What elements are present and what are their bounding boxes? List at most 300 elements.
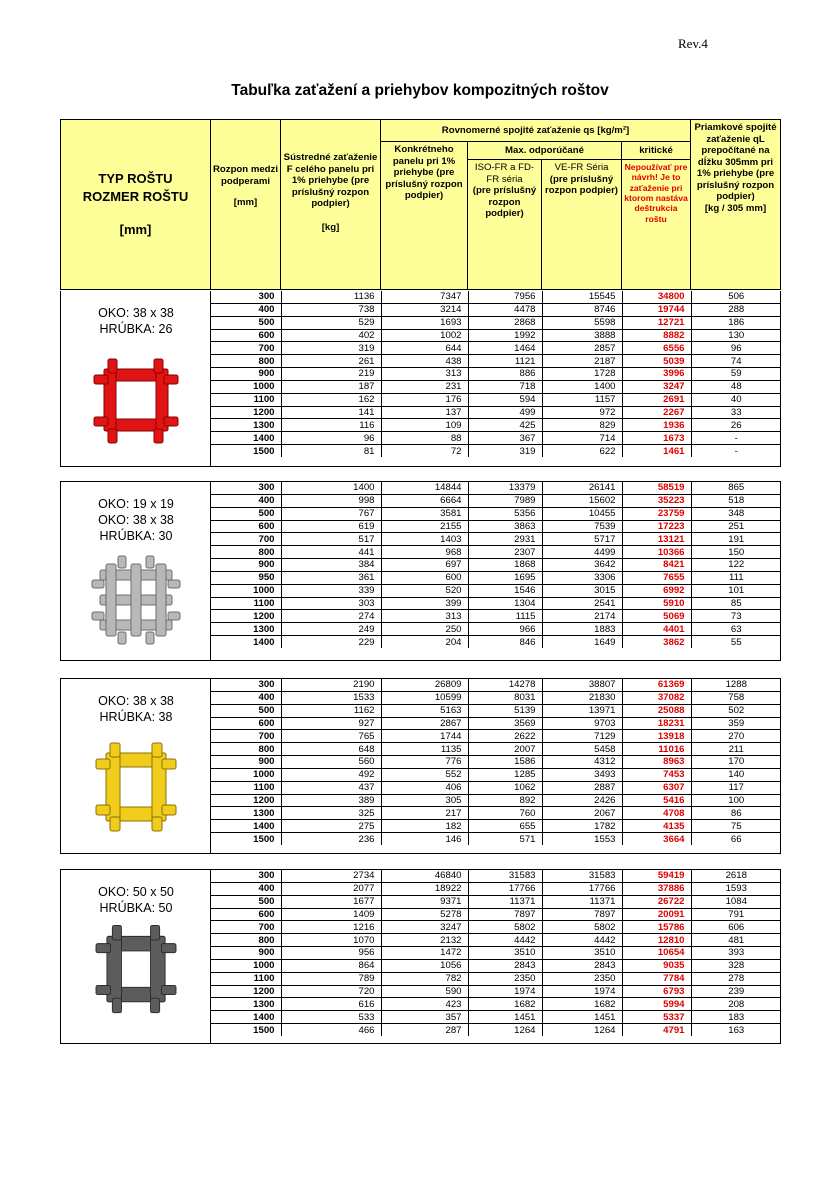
cell-ve-fr: 1553 xyxy=(542,833,622,845)
cell-sustredne: 339 xyxy=(281,584,381,597)
header-sustredne xyxy=(281,120,381,290)
cell-iso-fr: 1682 xyxy=(468,998,542,1011)
cell-ve-fr: 17766 xyxy=(542,882,622,895)
cell-sustredne: 187 xyxy=(281,380,381,393)
cell-konkretneho: 18922 xyxy=(381,882,468,895)
table-row xyxy=(211,743,781,756)
table-row xyxy=(211,546,781,559)
cell-priamkove: 73 xyxy=(691,610,781,623)
cell-sustredne: 441 xyxy=(281,546,381,559)
cell-iso-fr: 760 xyxy=(468,807,542,820)
header-ve-b: (pre príslušný rozpon podpier) xyxy=(544,173,618,196)
cell-iso-fr: 13379 xyxy=(468,482,542,494)
header-rozmer: ROZMER ROŠTU xyxy=(82,188,189,204)
cell-iso-fr: 3569 xyxy=(468,717,542,730)
cell-kriticke: 3247 xyxy=(622,380,691,393)
cell-konkretneho: 305 xyxy=(381,794,468,807)
cell-kriticke: 5416 xyxy=(622,794,691,807)
cell-rozpon: 300 xyxy=(211,291,281,303)
cell-rozpon: 300 xyxy=(211,482,281,494)
cell-ve-fr: 829 xyxy=(542,419,622,432)
revision-label: Rev.4 xyxy=(678,36,708,51)
cell-kriticke: 25088 xyxy=(622,704,691,717)
cell-konkretneho: 2155 xyxy=(381,520,468,533)
cell-rozpon: 400 xyxy=(211,882,281,895)
cell-ve-fr: 1649 xyxy=(542,636,622,648)
cell-rozpon: 900 xyxy=(211,559,281,572)
cell-ve-fr: 4312 xyxy=(542,756,622,769)
header-priamkove-unit: [kg / 305 mm] xyxy=(704,202,767,214)
cell-ve-fr: 11371 xyxy=(542,895,622,908)
cell-kriticke: 4708 xyxy=(622,807,691,820)
cell-sustredne: 2077 xyxy=(281,882,381,895)
cell-ve-fr: 3510 xyxy=(542,947,622,960)
header-kriticke-note: Nepoužívať pre návrh! Je to zaťaženie pri ktorom nastáva deštrukcia roštu xyxy=(622,160,691,290)
table-row xyxy=(211,781,781,794)
cell-rozpon: 1100 xyxy=(211,781,281,794)
cell-ve-fr: 1264 xyxy=(542,1024,622,1036)
cell-kriticke: 4401 xyxy=(622,623,691,636)
cell-ve-fr: 972 xyxy=(542,406,622,419)
cell-kriticke: 7453 xyxy=(622,768,691,781)
cell-sustredne: 402 xyxy=(281,329,381,342)
cell-sustredne: 325 xyxy=(281,807,381,820)
table-header xyxy=(60,119,781,290)
cell-sustredne: 361 xyxy=(281,571,381,584)
cell-ve-fr: 714 xyxy=(542,432,622,445)
cell-konkretneho: 7347 xyxy=(381,291,468,303)
page-title: Tabuľka zaťažení a priehybov kompozitných roštov xyxy=(231,82,609,99)
cell-kriticke: 5337 xyxy=(622,1011,691,1024)
data-table xyxy=(211,870,781,1036)
cell-konkretneho: 88 xyxy=(381,432,468,445)
cell-rozpon: 1400 xyxy=(211,432,281,445)
cell-rozpon: 1100 xyxy=(211,597,281,610)
cell-priamkove: 1288 xyxy=(691,679,781,691)
cell-ve-fr: 31583 xyxy=(542,870,622,882)
cell-iso-fr: 718 xyxy=(468,380,542,393)
cell-kriticke: 15786 xyxy=(622,921,691,934)
cell-konkretneho: 231 xyxy=(381,380,468,393)
cell-iso-fr: 1285 xyxy=(468,768,542,781)
cell-priamkove: 359 xyxy=(691,717,781,730)
cell-sustredne: 720 xyxy=(281,985,381,998)
cell-konkretneho: 137 xyxy=(381,406,468,419)
cell-konkretneho: 3581 xyxy=(381,507,468,520)
header-rozpon-unit: [mm] xyxy=(233,197,258,208)
table-row xyxy=(211,520,781,533)
cell-kriticke: 3996 xyxy=(622,368,691,381)
cell-iso-fr: 2622 xyxy=(468,730,542,743)
cell-priamkove: 111 xyxy=(691,571,781,584)
cell-rozpon: 1300 xyxy=(211,807,281,820)
cell-sustredne: 765 xyxy=(281,730,381,743)
cell-konkretneho: 14844 xyxy=(381,482,468,494)
cell-priamkove: 2618 xyxy=(691,870,781,882)
cell-ve-fr: 3306 xyxy=(542,571,622,584)
cell-ve-fr: 3888 xyxy=(542,329,622,342)
table-row xyxy=(211,833,781,845)
cell-kriticke: 8421 xyxy=(622,559,691,572)
cell-kriticke: 34800 xyxy=(622,291,691,303)
cell-kriticke: 13918 xyxy=(622,730,691,743)
cell-sustredne: 789 xyxy=(281,972,381,985)
cell-ve-fr: 1974 xyxy=(542,985,622,998)
header-kriticke: kritické xyxy=(622,142,691,160)
cell-kriticke: 37082 xyxy=(622,691,691,704)
cell-konkretneho: 357 xyxy=(381,1011,468,1024)
cell-konkretneho: 287 xyxy=(381,1024,468,1036)
cell-iso-fr: 1115 xyxy=(468,610,542,623)
cell-rozpon: 700 xyxy=(211,730,281,743)
cell-iso-fr: 7989 xyxy=(468,494,542,507)
cell-iso-fr: 1451 xyxy=(468,1011,542,1024)
cell-konkretneho: 6664 xyxy=(381,494,468,507)
cell-priamkove: 502 xyxy=(691,704,781,717)
table-row xyxy=(211,1024,781,1036)
cell-ve-fr: 622 xyxy=(542,445,622,457)
cell-iso-fr: 11371 xyxy=(468,895,542,908)
table-row xyxy=(211,768,781,781)
cell-priamkove: 278 xyxy=(691,972,781,985)
cell-ve-fr: 5802 xyxy=(542,921,622,934)
table-row xyxy=(211,704,781,717)
cell-sustredne: 1409 xyxy=(281,908,381,921)
cell-rozpon: 1200 xyxy=(211,794,281,807)
cell-sustredne: 81 xyxy=(281,445,381,457)
cell-sustredne: 437 xyxy=(281,781,381,794)
grating-label-line: OKO: 38 x 38 xyxy=(98,306,174,320)
cell-rozpon: 600 xyxy=(211,520,281,533)
cell-sustredne: 1162 xyxy=(281,704,381,717)
cell-ve-fr: 3642 xyxy=(542,559,622,572)
table-row xyxy=(211,794,781,807)
gray-grating-icon xyxy=(86,550,186,650)
cell-konkretneho: 2132 xyxy=(381,934,468,947)
cell-kriticke: 1936 xyxy=(622,419,691,432)
cell-ve-fr: 5458 xyxy=(542,743,622,756)
table-row xyxy=(211,303,781,316)
cell-rozpon: 1500 xyxy=(211,445,281,457)
cell-priamkove: 59 xyxy=(691,368,781,381)
cell-rozpon: 1000 xyxy=(211,584,281,597)
cell-sustredne: 466 xyxy=(281,1024,381,1036)
cell-sustredne: 236 xyxy=(281,833,381,845)
cell-sustredne: 767 xyxy=(281,507,381,520)
cell-konkretneho: 776 xyxy=(381,756,468,769)
cell-iso-fr: 319 xyxy=(468,445,542,457)
table-row xyxy=(211,756,781,769)
cell-ve-fr: 3015 xyxy=(542,584,622,597)
cell-priamkove: 328 xyxy=(691,959,781,972)
cell-ve-fr: 7539 xyxy=(542,520,622,533)
cell-sustredne: 1136 xyxy=(281,291,381,303)
cell-rozpon: 900 xyxy=(211,947,281,960)
header-typ-unit: [mm] xyxy=(119,222,152,238)
table-row xyxy=(211,494,781,507)
cell-konkretneho: 313 xyxy=(381,610,468,623)
cell-priamkove: - xyxy=(691,432,781,445)
table-row xyxy=(211,870,781,882)
cell-ve-fr: 21830 xyxy=(542,691,622,704)
data-table xyxy=(211,482,781,648)
cell-konkretneho: 438 xyxy=(381,355,468,368)
cell-sustredne: 229 xyxy=(281,636,381,648)
cell-kriticke: 3664 xyxy=(622,833,691,845)
cell-priamkove: 288 xyxy=(691,303,781,316)
cell-priamkove: 150 xyxy=(691,546,781,559)
grating-label-line: HRÚBKA: 30 xyxy=(99,529,173,543)
cell-priamkove: 163 xyxy=(728,1024,745,1036)
cell-kriticke: 9035 xyxy=(622,959,691,972)
cell-sustredne: 927 xyxy=(281,717,381,730)
cell-kriticke: 13121 xyxy=(622,533,691,546)
cell-rozpon: 600 xyxy=(211,329,281,342)
cell-ve-fr: 2187 xyxy=(542,355,622,368)
cell-kriticke: 11016 xyxy=(622,743,691,756)
cell-konkretneho: 1135 xyxy=(381,743,468,756)
cell-iso-fr: 4478 xyxy=(468,303,542,316)
cell-sustredne: 274 xyxy=(281,610,381,623)
cell-sustredne: 384 xyxy=(281,559,381,572)
grating-block-38x38-38 xyxy=(60,678,781,854)
header-ve-a: VE-FR Séria xyxy=(554,162,609,173)
table-row xyxy=(211,559,781,572)
cell-kriticke: 19744 xyxy=(622,303,691,316)
cell-priamkove: 26 xyxy=(691,419,781,432)
cell-iso-fr: 1464 xyxy=(468,342,542,355)
grating-label-cell xyxy=(61,291,211,466)
cell-iso-fr: 1546 xyxy=(468,584,542,597)
cell-rozpon: 900 xyxy=(211,368,281,381)
cell-kriticke: 6556 xyxy=(622,342,691,355)
table-row xyxy=(211,533,781,546)
cell-konkretneho: 1744 xyxy=(381,730,468,743)
cell-rozpon: 400 xyxy=(211,691,281,704)
cell-ve-fr: 15545 xyxy=(542,291,622,303)
cell-konkretneho: 313 xyxy=(381,368,468,381)
cell-kriticke: 5910 xyxy=(622,597,691,610)
cell-ve-fr: 2887 xyxy=(542,781,622,794)
cell-rozpon: 1000 xyxy=(211,768,281,781)
table-row xyxy=(211,947,781,960)
data-table xyxy=(211,679,781,845)
header-priamkove-text: Priamkové spojité zaťaženie qL prepočítané na dĺžku 305mm pri 1% priehybe (pre príslušný rozpon podpier) xyxy=(694,122,777,202)
cell-konkretneho: 1472 xyxy=(381,947,468,960)
cell-priamkove: 270 xyxy=(691,730,781,743)
header-sustredne-unit: [kg] xyxy=(321,221,340,233)
cell-iso-fr: 2868 xyxy=(468,316,542,329)
table-row xyxy=(211,329,781,342)
cell-sustredne: 517 xyxy=(281,533,381,546)
cell-sustredne: 261 xyxy=(281,355,381,368)
cell-iso-fr: 594 xyxy=(468,393,542,406)
cell-konkretneho: 3214 xyxy=(381,303,468,316)
table-row xyxy=(211,882,781,895)
cell-konkretneho: 600 xyxy=(381,571,468,584)
cell-ve-fr: 7129 xyxy=(542,730,622,743)
table-row xyxy=(211,820,781,833)
cell-rozpon: 1200 xyxy=(211,610,281,623)
cell-iso-fr: 7897 xyxy=(468,908,542,921)
cell-iso-fr: 1264 xyxy=(468,1024,542,1036)
cell-iso-fr: 571 xyxy=(468,833,542,845)
cell-sustredne: 1533 xyxy=(281,691,381,704)
table-row xyxy=(211,908,781,921)
cell-priamkove: 117 xyxy=(691,781,781,794)
cell-kriticke: 17223 xyxy=(622,520,691,533)
cell-iso-fr: 367 xyxy=(468,432,542,445)
cell-konkretneho: 182 xyxy=(381,820,468,833)
cell-rozpon: 900 xyxy=(211,756,281,769)
grating-label-line: OKO: 50 x 50 xyxy=(98,885,174,899)
cell-iso-fr: 1695 xyxy=(468,571,542,584)
table-row xyxy=(211,972,781,985)
cell-kriticke: 18231 xyxy=(622,717,691,730)
cell-priamkove: 393 xyxy=(691,947,781,960)
cell-sustredne: 2734 xyxy=(281,870,381,882)
yellow-grating-icon xyxy=(86,737,186,837)
cell-iso-fr: 966 xyxy=(468,623,542,636)
cell-ve-fr: 4442 xyxy=(542,934,622,947)
cell-kriticke: 10366 xyxy=(622,546,691,559)
grating-label-line: OKO: 19 x 19 xyxy=(98,497,174,511)
table-row xyxy=(211,807,781,820)
table-row xyxy=(211,998,781,1011)
cell-rozpon: 1500 xyxy=(211,833,281,845)
cell-kriticke: 6793 xyxy=(622,985,691,998)
cell-rozpon: 500 xyxy=(211,704,281,717)
cell-konkretneho: 2867 xyxy=(381,717,468,730)
header-typ-rostu xyxy=(61,120,211,290)
cell-konkretneho: 3247 xyxy=(381,921,468,934)
cell-konkretneho: 1693 xyxy=(381,316,468,329)
table-row xyxy=(211,985,781,998)
cell-priamkove: 211 xyxy=(691,743,781,756)
grating-block-38x38-26 xyxy=(60,291,781,467)
cell-rozpon: 300 xyxy=(211,870,281,882)
cell-kriticke: 8963 xyxy=(622,756,691,769)
cell-iso-fr: 2007 xyxy=(468,743,542,756)
cell-rozpon: 1300 xyxy=(211,419,281,432)
cell-iso-fr: 2350 xyxy=(468,972,542,985)
cell-rozpon: 1500 xyxy=(211,1024,281,1036)
cell-sustredne: 141 xyxy=(281,406,381,419)
cell-ve-fr: 3493 xyxy=(542,768,622,781)
grating-label-cell xyxy=(61,870,211,1043)
cell-priamkove: 865 xyxy=(691,482,781,494)
cell-kriticke: 3862 xyxy=(622,636,691,648)
cell-konkretneho: 1002 xyxy=(381,329,468,342)
header-priamkove xyxy=(691,120,781,290)
cell-sustredne: 864 xyxy=(281,959,381,972)
cell-sustredne: 303 xyxy=(281,597,381,610)
cell-konkretneho: 250 xyxy=(381,623,468,636)
cell-priamkove: 96 xyxy=(691,342,781,355)
cell-konkretneho: 217 xyxy=(381,807,468,820)
cell-priamkove: 86 xyxy=(691,807,781,820)
cell-rozpon: 400 xyxy=(211,303,281,316)
cell-iso-fr: 14278 xyxy=(468,679,542,691)
header-rozpon xyxy=(211,120,281,290)
cell-kriticke: 7784 xyxy=(622,972,691,985)
cell-konkretneho: 590 xyxy=(381,985,468,998)
cell-iso-fr: 655 xyxy=(468,820,542,833)
cell-sustredne: 529 xyxy=(281,316,381,329)
table-row xyxy=(211,934,781,947)
cell-rozpon: 700 xyxy=(211,921,281,934)
cell-ve-fr: 2350 xyxy=(542,972,622,985)
cell-priamkove: 63 xyxy=(691,623,781,636)
cell-iso-fr: 2843 xyxy=(468,959,542,972)
cell-priamkove: 33 xyxy=(691,406,781,419)
cell-ve-fr: 1157 xyxy=(542,393,622,406)
cell-rozpon: 1100 xyxy=(211,972,281,985)
cell-kriticke: 1673 xyxy=(622,432,691,445)
cell-priamkove: 85 xyxy=(691,597,781,610)
header-iso-a: ISO-FR a FD-FR séria xyxy=(474,162,535,185)
grating-label-line: HRÚBKA: 38 xyxy=(99,710,173,724)
grating-label-cell xyxy=(61,482,211,660)
cell-iso-fr: 3510 xyxy=(468,947,542,960)
table-row xyxy=(211,623,781,636)
table-row xyxy=(211,636,781,648)
table-row xyxy=(211,959,781,972)
cell-iso-fr: 1304 xyxy=(468,597,542,610)
cell-iso-fr: 1868 xyxy=(468,559,542,572)
table-row xyxy=(211,584,781,597)
cell-iso-fr: 1062 xyxy=(468,781,542,794)
grating-block-19x19-30 xyxy=(60,481,781,661)
cell-kriticke: 2691 xyxy=(622,393,691,406)
table-row xyxy=(211,597,781,610)
table-row xyxy=(211,691,781,704)
cell-priamkove: 122 xyxy=(691,559,781,572)
red-grating-icon xyxy=(86,351,186,451)
cell-priamkove: 481 xyxy=(691,934,781,947)
cell-ve-fr: 1400 xyxy=(542,380,622,393)
cell-kriticke: 26722 xyxy=(622,895,691,908)
table-row xyxy=(211,571,781,584)
cell-sustredne: 2190 xyxy=(281,679,381,691)
cell-rozpon: 1200 xyxy=(211,985,281,998)
cell-rozpon: 800 xyxy=(211,743,281,756)
cell-iso-fr: 5139 xyxy=(468,704,542,717)
cell-ve-fr: 1682 xyxy=(542,998,622,1011)
cell-iso-fr: 5802 xyxy=(468,921,542,934)
cell-ve-fr: 1728 xyxy=(542,368,622,381)
cell-ve-fr: 1782 xyxy=(542,820,622,833)
cell-sustredne: 533 xyxy=(281,1011,381,1024)
cell-priamkove: 66 xyxy=(730,833,742,845)
cell-iso-fr: 31583 xyxy=(468,870,542,882)
cell-kriticke: 58519 xyxy=(622,482,691,494)
cell-rozpon: 1300 xyxy=(211,998,281,1011)
grating-label-line: HRÚBKA: 26 xyxy=(99,322,173,336)
cell-konkretneho: 5278 xyxy=(381,908,468,921)
cell-rozpon: 800 xyxy=(211,355,281,368)
cell-sustredne: 389 xyxy=(281,794,381,807)
cell-kriticke: 20091 xyxy=(622,908,691,921)
cell-rozpon: 700 xyxy=(211,342,281,355)
cell-ve-fr: 4499 xyxy=(542,546,622,559)
cell-konkretneho: 1056 xyxy=(381,959,468,972)
cell-priamkove: 606 xyxy=(691,921,781,934)
cell-priamkove: 251 xyxy=(691,520,781,533)
cell-priamkove: 506 xyxy=(691,291,781,303)
cell-ve-fr: 7897 xyxy=(542,908,622,921)
cell-kriticke: 23759 xyxy=(622,507,691,520)
